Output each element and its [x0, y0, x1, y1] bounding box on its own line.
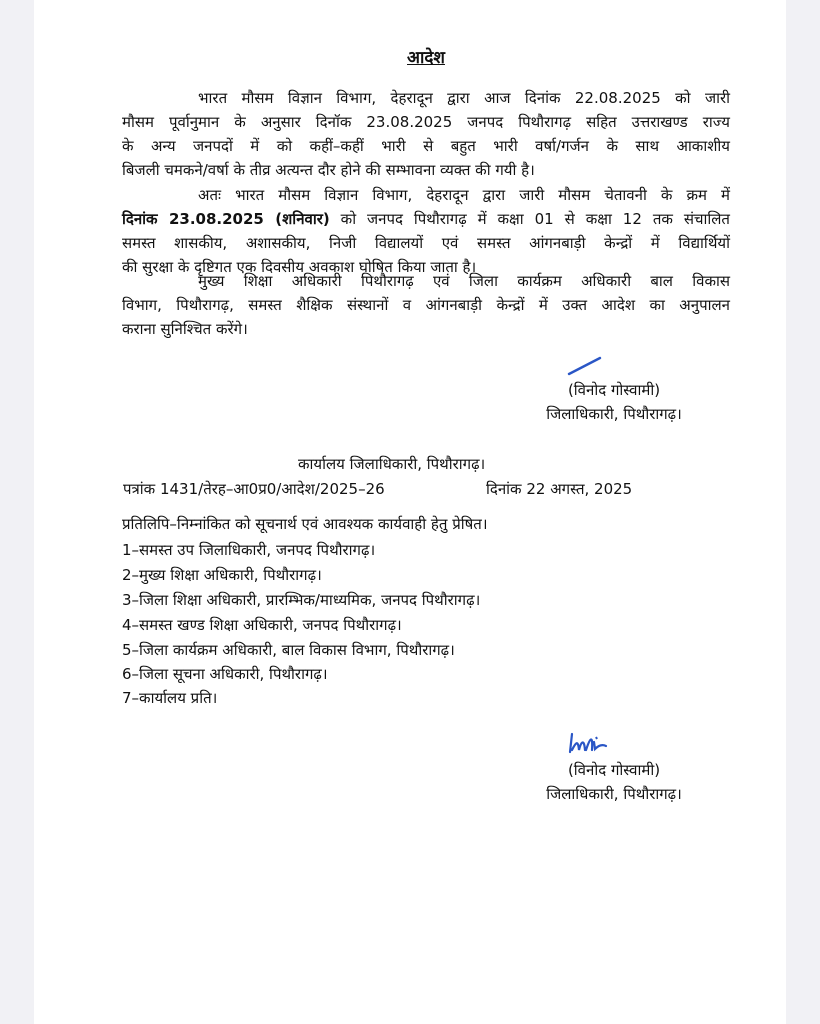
para1-line: भारत मौसम विज्ञान विभाग, देहरादून द्वारा आज दिनांक 22.08.2025 को जारी: [198, 89, 730, 107]
document-page: [34, 0, 786, 1024]
signature-block-2: [514, 758, 714, 806]
para2-line: समस्त शासकीय, अशासकीय, निजी विद्यालयों एवं समस्त आंगनबाड़ी केन्द्रों में विद्यार्थियों: [122, 234, 730, 252]
letter-date: दिनांक 22 अगस्त, 2025: [486, 480, 633, 498]
para1-line: के अन्य जनपदों में को कहीं–कहीं भारी से बहुत भारी वर्षा/गर्जन के साथ आकाशीय: [122, 137, 730, 155]
copy-list-item: 7–कार्यालय प्रति।: [122, 689, 218, 707]
signature-mark-1: [567, 355, 603, 377]
para1-line: बिजली चमकने/वर्षा के तीव्र अत्यन्त दौर होने की सम्भावना व्यक्त की गयी है।: [122, 161, 535, 179]
paragraph-forecast: [122, 86, 730, 182]
paragraph-compliance: [122, 269, 730, 341]
office-heading: कार्यालय जिलाधिकारी, पिथौरागढ़।: [298, 455, 486, 473]
para3-line: विभाग, पिथौरागढ़, समस्त शैक्षिक संस्थानों व आंगनबाड़ी केन्द्रों में उक्त आदेश का अनुपालन: [122, 296, 730, 314]
signature-mark-2: [566, 728, 626, 758]
copy-list-item: 1–समस्त उप जिलाधिकारी, जनपद पिथौरागढ़।: [122, 541, 376, 559]
order-title: आदेश: [407, 48, 445, 68]
copy-list-item: 3–जिला शिक्षा अधिकारी, प्रारम्भिक/माध्यमिक, जनपद पिथौरागढ़।: [122, 591, 481, 609]
signatory-name: (विनोद गोस्वामी): [567, 761, 661, 779]
signatory-designation: जिलाधिकारी, पिथौरागढ़।: [546, 785, 682, 803]
holiday-date-bold: दिनांक 23.08.2025 (शनिवार): [122, 210, 330, 228]
copy-list-item: 6–जिला सूचना अधिकारी, पिथौरागढ़।: [122, 665, 328, 683]
para2-line: अतः भारत मौसम विज्ञान विभाग, देहरादून द्वारा जारी मौसम चेतावनी के क्रम में: [198, 186, 730, 204]
para3-line: कराना सुनिश्चित करेंगे।: [122, 320, 248, 338]
copy-list-item: 5–जिला कार्यक्रम अधिकारी, बाल विकास विभाग, पिथौरागढ़।: [122, 641, 455, 659]
para2-line: की सुरक्षा के दृष्टिगत एक दिवसीय अवकाश घोषित किया जाता है।: [122, 258, 477, 276]
copy-list-item: 2–मुख्य शिक्षा अधिकारी, पिथौरागढ़।: [122, 566, 322, 584]
paragraph-holiday: [122, 183, 730, 279]
signatory-name: (विनोद गोस्वामी): [567, 381, 661, 399]
letter-number: पत्रांक 1431/तेरह–आ0प्र0/आदेश/2025–26: [123, 480, 385, 498]
copy-intro: प्रतिलिपि–निम्नांकित को सूचनार्थ एवं आवश्यक कार्यवाही हेतु प्रेषित।: [122, 515, 488, 533]
para2-line: [122, 207, 730, 231]
para2-line-rest: को जनपद पिथौरागढ़ में कक्षा 01 से कक्षा 12 तक संचालित: [329, 210, 730, 228]
para3-line: मुख्य शिक्षा अधिकारी पिथौरागढ़ एवं जिला कार्यक्रम अधिकारी बाल विकास: [198, 272, 730, 290]
para1-line: मौसम पूर्वानुमान के अनुसार दिनॉक 23.08.2025 जनपद पिथौरागढ़ सहित उत्तराखण्ड राज्य: [122, 113, 730, 131]
signatory-designation: जिलाधिकारी, पिथौरागढ़।: [546, 405, 682, 423]
copy-list-item: 4–समस्त खण्ड शिक्षा अधिकारी, जनपद पिथौरागढ़।: [122, 616, 402, 634]
signature-block-1: [514, 378, 714, 426]
